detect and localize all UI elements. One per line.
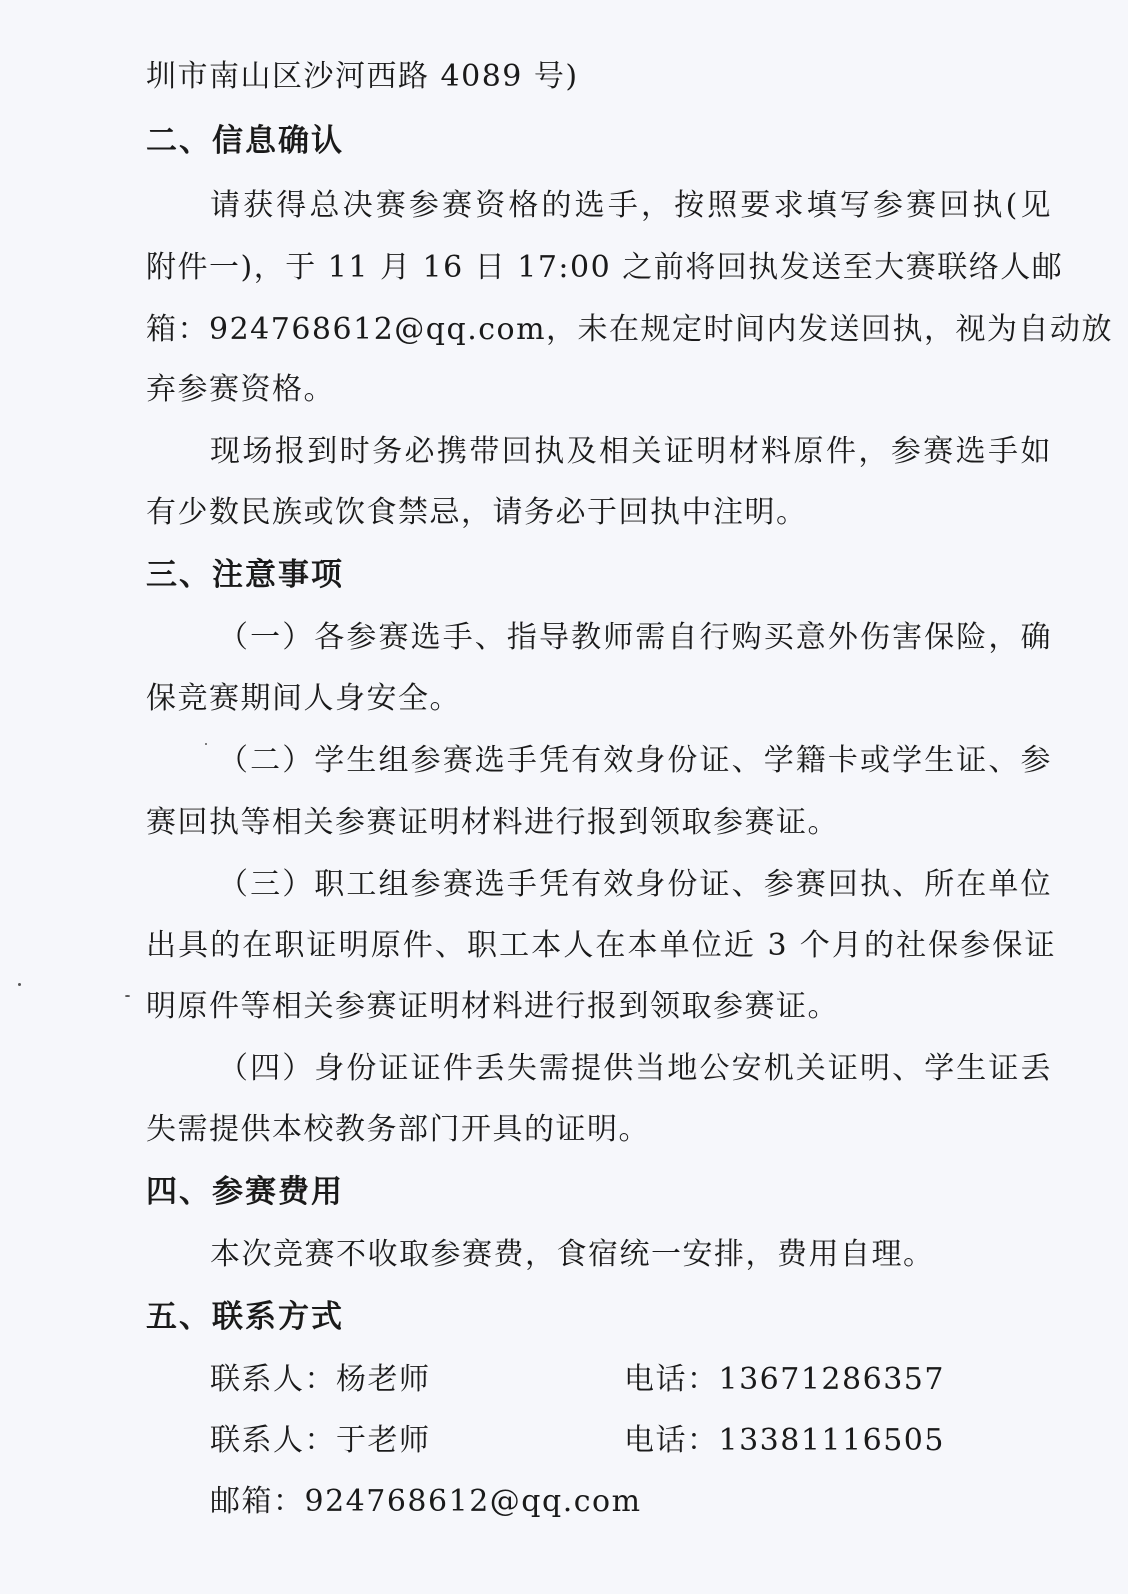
contact-phone: 电话：13671286357 [624,1362,945,1397]
scan-speck [205,743,207,745]
paragraph-line: 出具的在职证明原件、职工本人在本单位近 3 个月的社保参保证 [146,928,1056,963]
paragraph-line: （三）职工组参赛选手凭有效身份证、参赛回执、所在单位 [218,867,1052,902]
contact-name: 联系人：杨老师 [210,1362,431,1397]
paragraph-line: （四）身份证证件丢失需提供当地公安机关证明、学生证丢 [218,1051,1052,1086]
section-heading-contact: 五、联系方式 [146,1299,344,1335]
paragraph-line: 现场报到时务必携带回执及相关证明材料原件，参赛选手如 [210,434,1052,469]
paragraph-line: 请获得总决赛参赛资格的选手，按照要求填写参赛回执(见 [210,188,1052,223]
paragraph-line: （二）学生组参赛选手凭有效身份证、学籍卡或学生证、参 [218,743,1052,778]
section-heading-fees: 四、参赛费用 [146,1174,344,1210]
contact-email: 邮箱：924768612@qq.com [210,1484,642,1519]
paragraph-line: （一）各参赛选手、指导教师需自行购买意外伤害保险，确 [218,620,1052,655]
paragraph-line: 赛回执等相关参赛证明材料进行报到领取参赛证。 [146,805,839,840]
paragraph-line: 保竞赛期间人身安全。 [146,681,461,716]
paragraph-line: 弃参赛资格。 [146,372,335,407]
contact-phone: 电话：13381116505 [624,1423,945,1458]
paragraph-line: 本次竞赛不收取参赛费，食宿统一安排，费用自理。 [210,1237,935,1272]
paragraph-line: 箱：924768612@qq.com，未在规定时间内发送回执，视为自动放 [146,312,1114,347]
paragraph-line: 有少数民族或饮食禁忌，请务必于回执中注明。 [146,495,808,530]
scan-speck [18,983,21,986]
section-heading-notes: 三、注意事项 [146,557,344,593]
paragraph-line: 附件一)，于 11 月 16 日 17:00 之前将回执发送至大赛联络人邮 [146,250,1064,285]
contact-name: 联系人：于老师 [210,1423,431,1458]
section-heading-info-confirm: 二、信息确认 [146,123,344,159]
paragraph-line: 明原件等相关参赛证明材料进行报到领取参赛证。 [146,989,839,1024]
scan-speck [125,995,130,997]
paragraph-line: 失需提供本校教务部门开具的证明。 [146,1112,650,1147]
address-line: 圳市南山区沙河西路 4089 号) [146,59,579,94]
